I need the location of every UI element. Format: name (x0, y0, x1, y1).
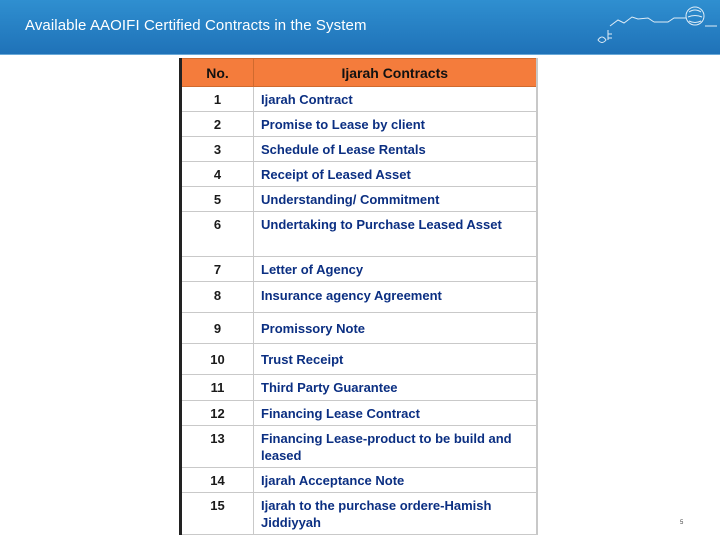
page-title: Available AAOIFI Certified Contracts in the System (25, 17, 367, 34)
row-number: 4 (181, 162, 254, 187)
contract-name: Third Party Guarantee (254, 375, 537, 401)
table-row (181, 162, 537, 187)
row-number: 11 (181, 375, 254, 401)
table-row (181, 87, 537, 112)
table-row (181, 344, 537, 375)
contract-name: Undertaking to Purchase Leased Asset (254, 212, 537, 257)
table-row (181, 212, 537, 257)
table-header-row (181, 59, 537, 87)
row-number: 14 (181, 468, 254, 493)
table-row (181, 187, 537, 212)
contract-name: Understanding/ Commitment (254, 187, 537, 212)
column-header-contracts: Ijarah Contracts (254, 59, 537, 87)
row-number: 2 (181, 112, 254, 137)
contract-name: Ijarah Acceptance Note (254, 468, 537, 493)
contract-name: Schedule of Lease Rentals (254, 137, 537, 162)
row-number: 7 (181, 257, 254, 282)
table-row (181, 401, 537, 426)
row-number: 6 (181, 212, 254, 257)
contract-name: Letter of Agency (254, 257, 537, 282)
table-row (181, 375, 537, 401)
row-number: 12 (181, 401, 254, 426)
contract-name: Promise to Lease by client (254, 112, 537, 137)
row-number: 10 (181, 344, 254, 375)
contract-name: Receipt of Leased Asset (254, 162, 537, 187)
page-number: 5 (680, 520, 684, 526)
row-number: 13 (181, 426, 254, 468)
table-row (181, 257, 537, 282)
row-number: 8 (181, 282, 254, 313)
table-row (181, 112, 537, 137)
table-row (181, 282, 537, 313)
row-number: 1 (181, 87, 254, 112)
row-number: 9 (181, 313, 254, 344)
contract-name: Trust Receipt (254, 344, 537, 375)
column-header-no: No. (181, 59, 254, 87)
row-number: 5 (181, 187, 254, 212)
table-row (181, 493, 537, 535)
contract-name: Promissory Note (254, 313, 537, 344)
ijarah-contracts-table (179, 58, 535, 535)
row-number: 3 (181, 137, 254, 162)
contract-name: Ijarah Contract (254, 87, 537, 112)
table-row (181, 313, 537, 344)
contract-name: Ijarah to the purchase ordere-Hamish Jiddiyyah (254, 493, 537, 535)
slide-header (0, 0, 720, 55)
table-row (181, 137, 537, 162)
table-row (181, 468, 537, 493)
table-row (181, 426, 537, 468)
contract-name: Financing Lease-product to be build and leased (254, 426, 537, 468)
contract-name: Financing Lease Contract (254, 401, 537, 426)
decorative-logo-icon (590, 0, 720, 54)
contract-name: Insurance agency Agreement (254, 282, 537, 313)
row-number: 15 (181, 493, 254, 535)
